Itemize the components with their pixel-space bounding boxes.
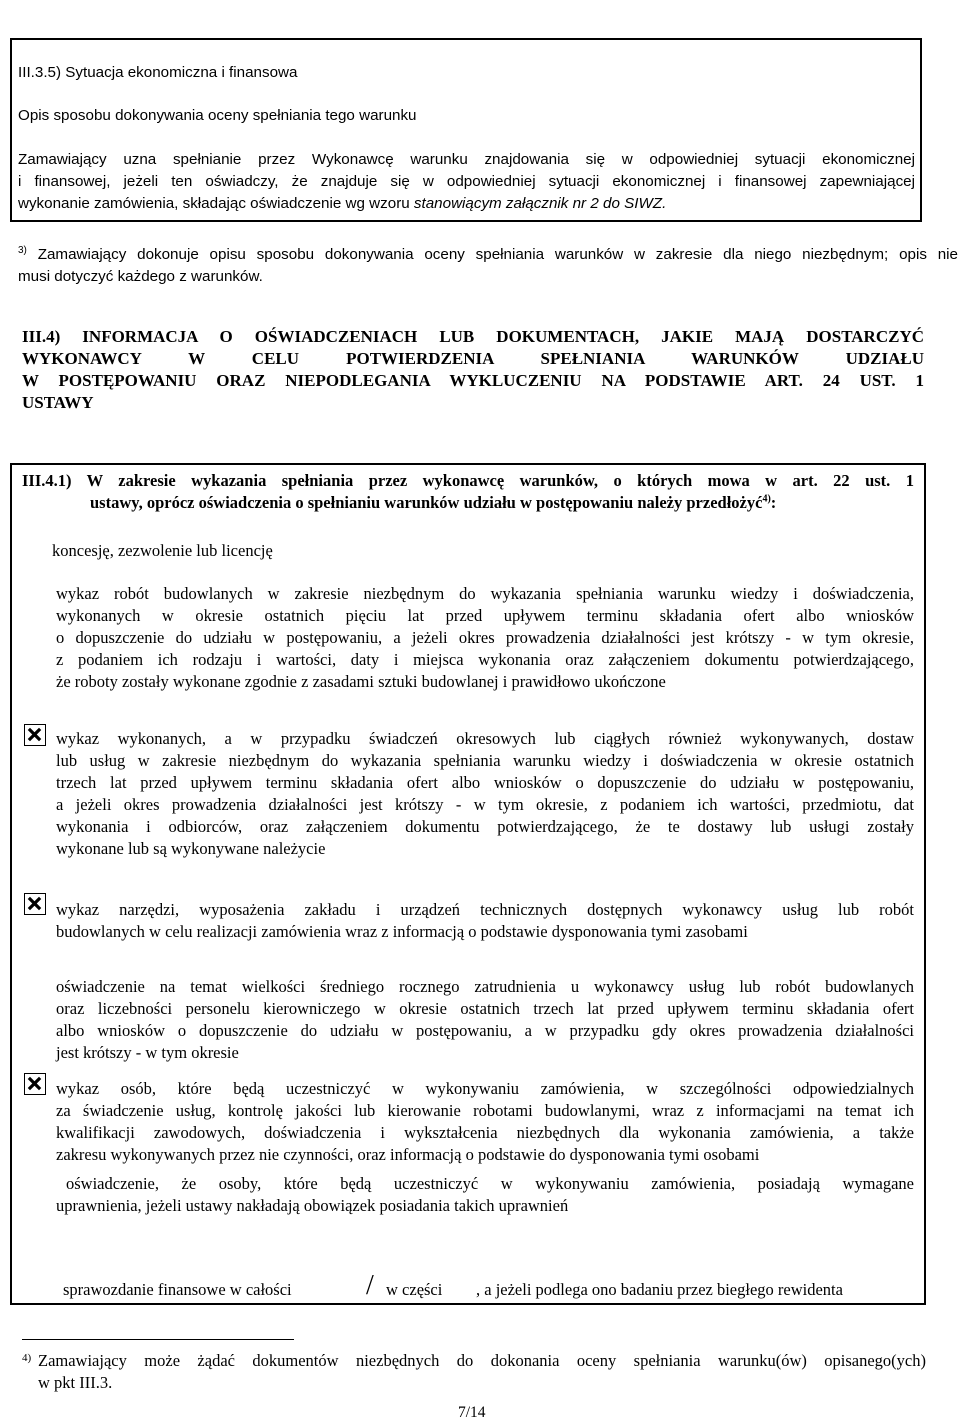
list-item-text: wykonane lub są wykonywane należycie: [56, 839, 326, 858]
footnote-text: Zamawiający może żądać dokumentów niezbędnych do dokonania oceny spełniania warunku(ów) opisanego(ych): [38, 1351, 926, 1370]
heading-line: WYKONAWCY W CELU POTWIERDZENIA SPEŁNIANIA WARUNKÓW UDZIAŁU: [22, 349, 924, 368]
list-item-text: trzech lat przed upływem terminu składania ofert albo wniosków o dopuszczenie do udziału w postępowaniu,: [56, 773, 914, 792]
list-item-text: wykaz wykonanych, a w przypadku świadczeń okresowych lub ciągłych również wykonywanych, dostaw: [56, 729, 914, 748]
list-item-tools: [56, 899, 914, 943]
list-item-text: wykaz robót budowlanych w zakresie niezbędnym do wykazania spełniania warunku wiedzy i doświadczenia,: [56, 584, 914, 603]
list-item-text: wykaz osób, które będą uczestniczyć w wykonywaniu zamówienia, w szczególności odpowiedzialnych: [56, 1079, 914, 1098]
list-item-deliveries: [56, 728, 914, 860]
item-checkbox-deliveries[interactable]: [24, 724, 46, 746]
item-checkbox-concession[interactable]: [24, 538, 46, 560]
description-line: i finansowej, jeżeli ten oświadczy, że znajduje się w odpowiedniej sytuacji ekonomicznej i finansowej zapewniającej: [18, 173, 915, 190]
list-item-text: jest krótszy - w tym okresie: [56, 1043, 239, 1062]
description-line: [18, 193, 915, 215]
list-item-construction-works: [56, 583, 914, 693]
footnote-marker: 4): [22, 1352, 32, 1364]
financial-statement-whole: sprawozdanie finansowe w całości: [63, 1280, 292, 1299]
footnote-marker: 4): [762, 493, 771, 505]
list-item-text: uprawnienia, jeżeli ustawy nakładają obowiązek posiadania takich uprawnień: [56, 1196, 569, 1215]
heading-line: W POSTĘPOWANIU ORAZ NIEPODLEGANIA WYKLUCZENIU NA PODSTAWIE ART. 24 UST. 1: [22, 371, 924, 390]
footnote-4: [38, 1350, 926, 1394]
list-item-concession: [52, 540, 914, 562]
attachment-reference: stanowiącym załącznik nr 2 do SIWZ.: [413, 195, 667, 212]
list-item-text: albo wniosków o dopuszczenie do udziału w postępowaniu, a w przypadku gdy okres prowadzenia działalności: [56, 1021, 914, 1040]
item-checkbox-tools[interactable]: [24, 893, 46, 915]
list-item-text: budowlanych w celu realizacji zamówienia wraz z informacją o podstawie dysponowania tymi zasobami: [56, 922, 748, 941]
section-III4-heading: [22, 326, 924, 414]
financial-statement-part: w części: [386, 1280, 443, 1299]
footnote-separator: [22, 1339, 294, 1340]
list-item-text: oświadczenie na temat wielkości średniego rocznego zatrudnienia u wykonawcy usług lub robót budowlanych: [56, 977, 914, 996]
heading-line: III.4) INFORMACJA O OŚWIADCZENIACH LUB DOKUMENTACH, JAKIE MAJĄ DOSTARCZYĆ: [22, 327, 924, 346]
checkmark-x-icon: [25, 725, 44, 744]
section-subheading: Opis sposobu dokonywania oceny spełniania tego warunku: [18, 107, 417, 124]
list-item-text: kwalifikacji zawodowych, doświadczenia i wykształcenia niezbędnych dla wykonania zamówienia, a także: [56, 1123, 914, 1142]
list-item-text: że roboty zostały wykonane zgodnie z zasadami sztuki budowlanej i prawidłowo ukończone: [56, 672, 666, 691]
list-item-text: wykonanych w okresie ostatnich pięciu lat przed upływem terminu składania ofert albo wniosków: [56, 606, 914, 625]
list-item-text: za świadczenie usług, kontrolę jakości lub kierowanie robotami budowlanymi, wraz z informacjami na temat ich: [56, 1101, 914, 1120]
footnote-marker: 3): [18, 244, 27, 256]
slash-separator: /: [366, 1270, 374, 1301]
list-item-text: oświadczenie, że osoby, które będą uczestniczyć w wykonywaniu zamówienia, posiadają wymagane: [66, 1174, 914, 1193]
checkmark-x-icon: [25, 894, 44, 913]
list-item-text: lub usług w zakresie niezbędnym do wykazania spełniania warunku wiedzy i doświadczenia w okresie ostatnich: [56, 751, 914, 770]
financial-statement-audit: , a jeżeli podlega ono badaniu przez biegłego rewidenta: [476, 1280, 843, 1299]
footnote-text: musi dotyczyć każdego z warunków.: [18, 268, 263, 285]
description-text: wykonanie zamówienia, składając oświadczenie wg wzoru: [18, 195, 414, 212]
heading-line: III.4.1) W zakresie wykazania spełniania przez wykonawcę warunków, o których mowa w art. 22 ust. 1: [22, 471, 914, 490]
list-item-text: a jeżeli okres prowadzenia działalności jest krótszy - w tym okresie, z podaniem ich wartości, przedmiotu, dat: [56, 795, 914, 814]
list-item-text: wykaz narzędzi, wyposażenia zakładu i urządzeń technicznych dostępnych wykonawcy usług lub robót: [56, 900, 914, 919]
list-item-text: wykonania i odbiorców, oraz załączeniem dokumentu potwierdzającego, że te dostawy lub usługi zostały: [56, 817, 914, 836]
footnote-3: [18, 244, 958, 288]
item-checkbox-persons[interactable]: [24, 1073, 46, 1095]
footnote-text: w pkt III.3.: [38, 1373, 113, 1392]
list-item-text: oraz liczebności personelu kierowniczego w okresie ostatnich trzech lat przed upływem terminu składania ofert: [56, 999, 914, 1018]
section-heading: III.3.5) Sytuacja ekonomiczna i finansowa: [18, 64, 298, 81]
section-III4-1-heading: III.4.1) W zakresie wykazania spełniania przez wykonawcę warunków, o których mowa w art. 22 ust. 1 ustawy, oprócz oświadczenia o spełnianiu warunków udziału w postępowaniu należy przedłożyć$^{4)}$:: [22, 471, 914, 512]
list-item-text: zakresu wykonywanych przez nie czynności, oraz informacją o podstawie do dysponowania tymi osobami: [56, 1145, 760, 1164]
list-item-text: o dopuszczenie do udziału w postępowaniu, a jeżeli okres prowadzenia działalności jest krótszy - w tym okresie,: [56, 628, 914, 647]
list-item-persons: [56, 1078, 914, 1166]
list-item-text: koncesję, zezwolenie lub licencję: [52, 541, 273, 560]
page-number: 7/14: [458, 1404, 486, 1421]
heading-line: ustawy, oprócz oświadczenia o spełnianiu warunków udziału w postępowaniu należy przedłożyć: [90, 493, 763, 512]
checkmark-x-icon: [25, 1074, 44, 1093]
footnote-text: Zamawiający dokonuje opisu sposobu dokonywania oceny spełniania warunków w zakresie dla niego niezbędnym; opis nie: [26, 246, 958, 263]
list-item-qualifications: [56, 1173, 914, 1217]
heading-line: USTAWY: [22, 393, 94, 412]
list-item-employment: [56, 976, 914, 1064]
economic-situation-description: [18, 149, 915, 215]
description-line: Zamawiający uzna spełnianie przez Wykonawcę warunku znajdowania się w odpowiedniej sytuacji ekonomicznej: [18, 151, 915, 168]
list-item-text: z podaniem ich rodzaju i wartości, daty i miejsca wykonania oraz załączeniem dokumentu potwierdzającego,: [56, 650, 914, 669]
